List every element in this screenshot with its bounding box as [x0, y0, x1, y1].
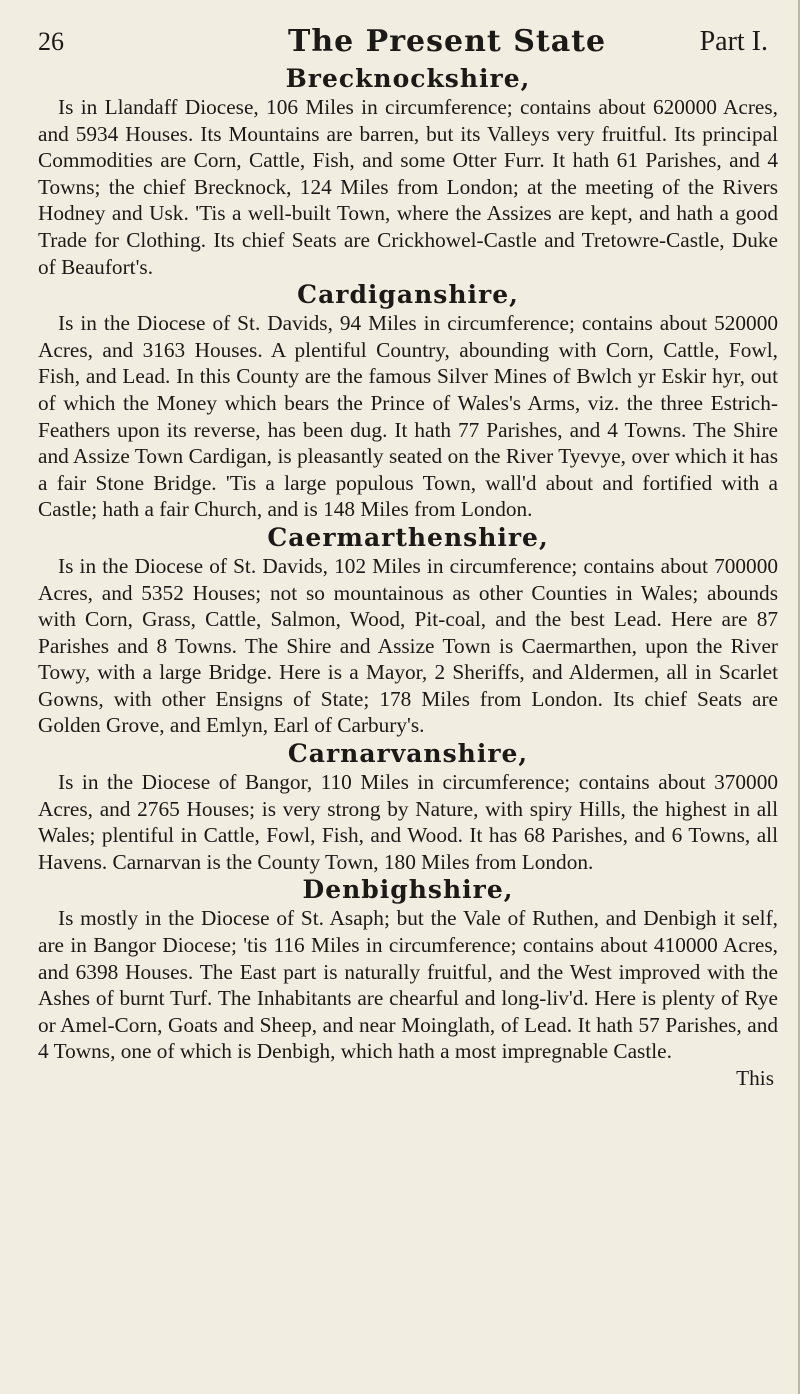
section-text: Is in Llandaff Diocese, 106 Miles in circumference; contains about 620000 Acres, and 5934 Houses. Its Mountains are barren, but its Valleys very fruitful. Its principal Commodities are Corn, Cattle, Fish, and some Otter Furr. It hath 61 Parishes, and 4 Towns; the chief Brecknock, 124 Miles from London; at the meeting of the Rivers Hodney and Usk. 'Tis a well-built Town, where the Assizes are kept, and hath a good Trade for Clothing. Its chief Seats are Crickhowel-Castle and Tretowre-Castle, Duke of Beaufort's.: [38, 95, 778, 279]
section-denbighshire: [38, 875, 778, 1065]
section-text: Is mostly in the Diocese of St. Asaph; but the Vale of Ruthen, and Denbigh it self, are in Bangor Diocese; 'tis 116 Miles in circumference; contains about 410000 Acres, and 6398 Houses. The East part is naturally fruitful, and the West improved with the Ashes of burnt Turf. The Inhabitants are chearful and long-liv'd. Here is plenty of Rye or Amel-Corn, Goats and Sheep, and near Moinglath, of Lead. It hath 57 Parishes, and 4 Towns, one of which is Denbigh, which hath a most impregnable Castle.: [38, 906, 778, 1064]
section-heading: Denbighshire,: [302, 875, 514, 905]
book-page: [38, 20, 778, 1380]
catchword: This: [736, 1066, 774, 1090]
running-title: The Present State: [288, 24, 607, 59]
section-text: Is in the Diocese of Bangor, 110 Miles in circumference; contains about 370000 Acres, and 2765 Houses; is very strong by Nature, with spiry Hills, the highest in all Wales; plentiful in Cattle, Fowl, Fish, and Wood. It has 68 Parishes, and 6 Towns, all Havens. Carnarvan is the County Town, 180 Miles from London.: [38, 770, 778, 874]
part-label: Part I.: [699, 26, 768, 57]
section-heading: Caermarthenshire,: [267, 522, 549, 552]
section-heading: Cardiganshire,: [297, 280, 519, 310]
section-caermarthenshire: [38, 523, 778, 739]
section-heading: Brecknockshire,: [285, 64, 531, 93]
section-cardiganshire: [38, 280, 778, 523]
page-number: 26: [38, 27, 64, 56]
section-heading: Carnarvanshire,: [287, 739, 529, 769]
section-carnarvanshire: [38, 739, 778, 875]
section-brecknockshire: [38, 64, 778, 280]
section-text: Is in the Diocese of St. Davids, 94 Miles in circumference; contains about 520000 Acres, and 3163 Houses. A plentiful Country, abounding with Corn, Cattle, Fowl, Fish, and Lead. In this County are the famous Silver Mines of Bwlch yr Eskir hyr, out of which the Money which bears the Prince of Wales's Arms, viz. the three Estrich-Feathers upon its reverse, has been dug. It hath 77 Parishes, and 4 Towns. The Shire and Assize Town Cardigan, is pleasantly seated on the River Tyevye, over which it has a fair Stone Bridge. 'Tis a large populous Town, wall'd about and fortified with a Castle; hath a fair Church, and is 148 Miles from London.: [38, 311, 778, 522]
section-text: Is in the Diocese of St. Davids, 102 Miles in circumference; contains about 700000 Acres, and 5352 Houses; not so mountainous as other Counties in Wales; abounds with Corn, Grass, Cattle, Salmon, Wood, Pit-coal, and the best Lead. Here are 87 Parishes and 8 Towns. The Shire and Assize Town is Caermarthen, upon the River Towy, with a large Bridge. Here is a Mayor, 2 Sheriffs, and Aldermen, all in Scarlet Gowns, with other Ensigns of State; 178 Miles from London. Its chief Seats are Golden Grove, and Emlyn, Earl of Carbury's.: [38, 553, 778, 738]
running-head: [38, 20, 778, 64]
